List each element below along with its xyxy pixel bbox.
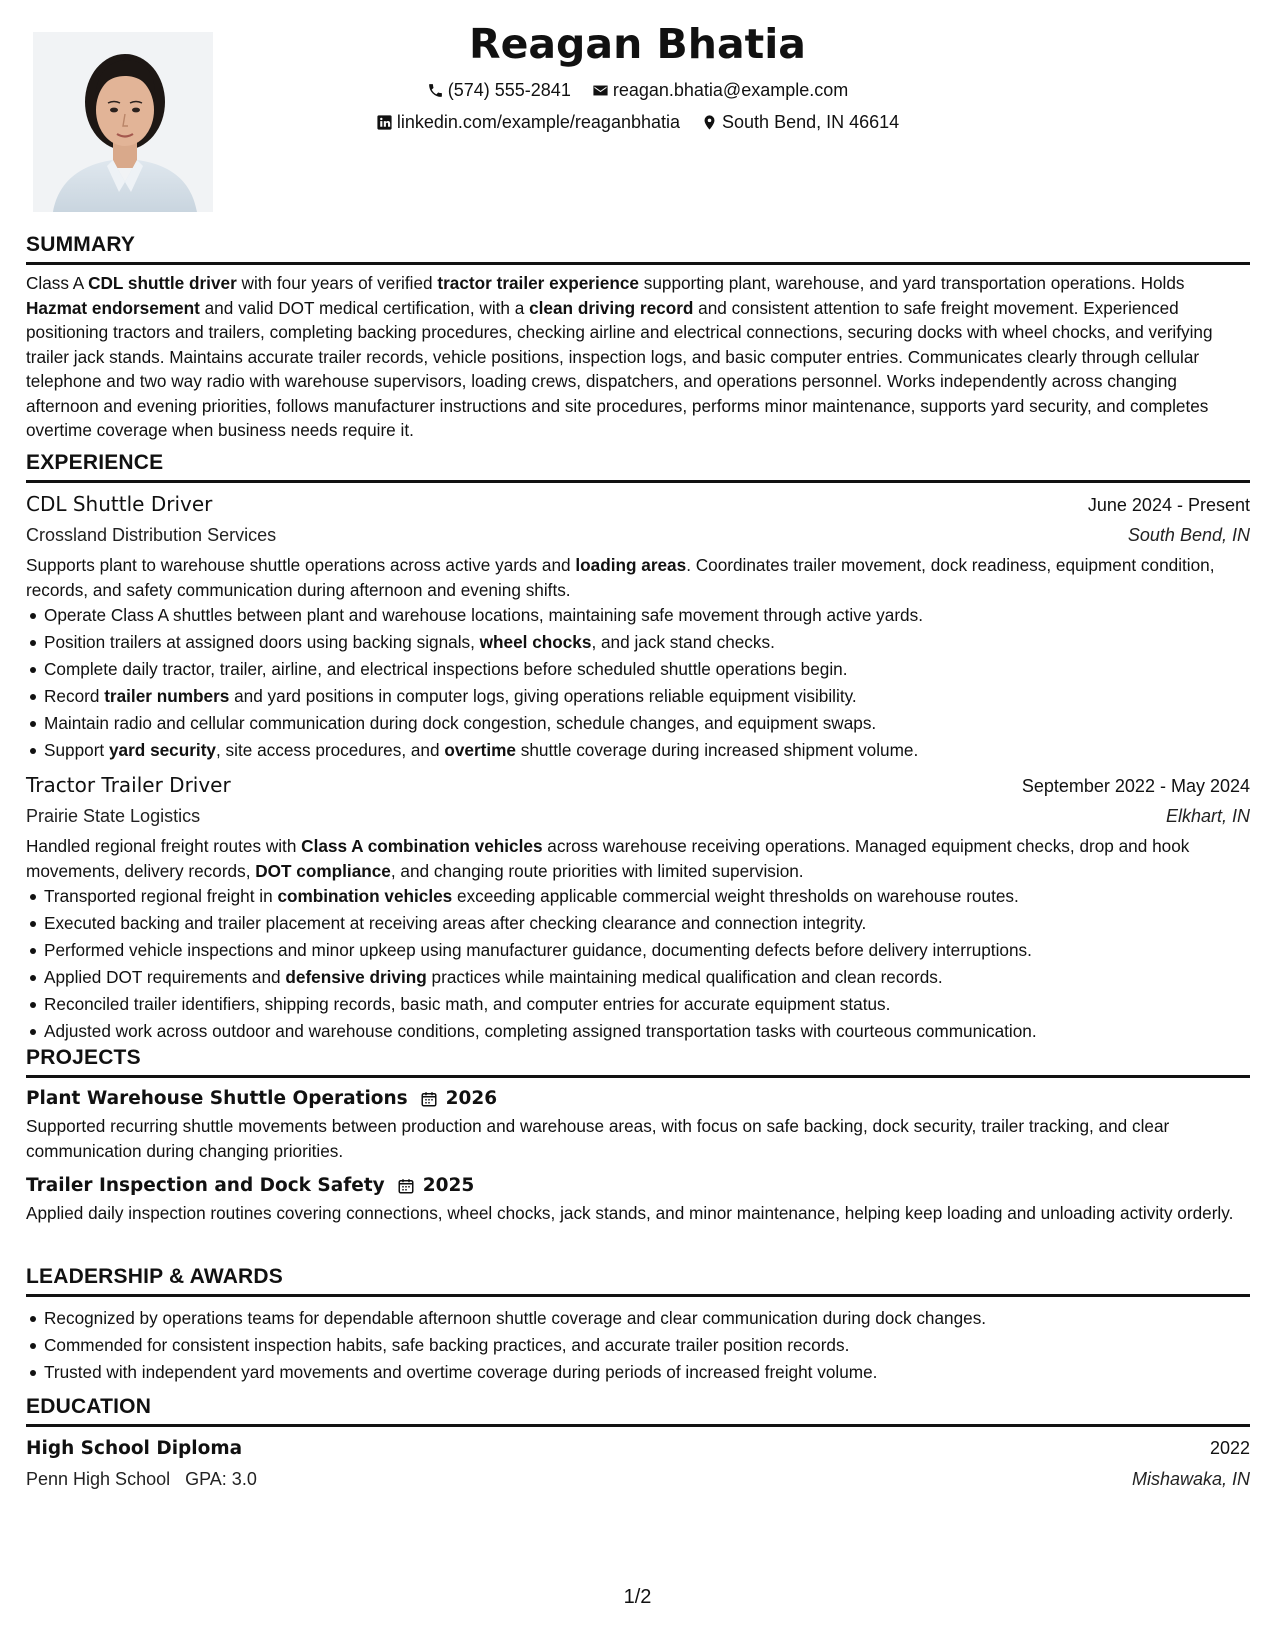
emphasis-text: tractor trailer experience — [437, 273, 639, 293]
summary-section — [26, 232, 1250, 443]
degree: High School Diploma — [26, 1438, 243, 1459]
text-run: and yard positions in computer logs, giving operations reliable equipment visibility. — [229, 686, 857, 706]
text-run: , site access procedures, and — [216, 740, 445, 760]
job-entry — [26, 770, 1250, 1045]
section-title: SUMMARY — [26, 232, 1250, 265]
envelope-icon — [592, 82, 609, 99]
summary-text — [26, 271, 1250, 443]
project-description: Supported recurring shuttle movements between production and warehouse areas, with focus on safe backing, dock security, trailer tracking, and clear communication during changing priorities. — [26, 1116, 1170, 1161]
text-run: Class A — [26, 273, 89, 293]
text-run: Executed backing and trailer placement at receiving areas after checking clearance and connection integrity. — [44, 913, 867, 933]
text-run: and valid DOT medical certification, with a — [199, 297, 530, 318]
section-title: EDUCATION — [26, 1394, 1250, 1427]
section-title: LEADERSHIP & AWARDS — [26, 1264, 1250, 1297]
education-subheader — [26, 1464, 1250, 1494]
leadership-section — [26, 1264, 1250, 1386]
contact-phone[interactable] — [427, 80, 571, 101]
gpa: GPA: 3.0 — [185, 1469, 257, 1489]
education-section — [26, 1394, 1250, 1494]
list-item — [44, 710, 1250, 737]
text-run: Supports plant to warehouse shuttle operations across active yards and — [26, 555, 576, 575]
project-header — [26, 1084, 1250, 1114]
list-item — [44, 737, 1250, 764]
text-run: , and jack stand checks. — [591, 632, 775, 652]
job-subheader — [26, 520, 1250, 550]
school-line — [26, 1464, 257, 1494]
list-item: Commended for consistent inspection habits, safe backing practices, and accurate trailer position records. — [44, 1332, 1250, 1359]
section-title: PROJECTS — [26, 1045, 1250, 1078]
text-run: supporting plant, warehouse, and yard transportation operations. Holds — [638, 273, 1185, 293]
emphasis-text: Class A combination vehicles — [301, 836, 543, 856]
calendar-icon — [397, 1177, 415, 1195]
text-run: with four years of verified — [236, 273, 438, 293]
job-title: Tractor Trailer Driver — [26, 773, 231, 797]
text-run: Support — [44, 740, 109, 760]
company-name: Prairie State Logistics — [26, 806, 201, 826]
text-run: Performed vehicle inspections and minor upkeep using manufacturer guidance, documenting defects before delivery interruptions. — [44, 940, 1032, 960]
phone-icon — [427, 82, 444, 99]
text-run: shuttle coverage during increased shipment volume. — [516, 740, 919, 760]
linkedin-icon — [376, 114, 393, 131]
map-pin-icon — [701, 114, 718, 131]
text-run: and consistent attention to safe freight movement. Experienced positioning tractors and trailers, completing backing procedures, checking airline and electrical connections, securing docks with wheel chocks, and verifying trailer jack stands. Maintains accurate trailer records, vehicle positions, inspection logs, and basic computer entries. Communicates clearly through cellular telephone and two way radio with warehouse supervisors, loading crews, dispatchers, and operations personnel. Works independently across changing afternoon and evening priorities, follows manufacturer instructions and site procedures, performs minor maintenance, supports yard security, and completes overtime coverage when business needs require it. — [26, 297, 1213, 440]
text-run: Operate Class A shuttles between plant and warehouse locations, maintaining safe movement through active yards. — [44, 605, 923, 625]
emphasis-text: wheel chocks — [479, 632, 592, 652]
project-entry — [26, 1084, 1250, 1163]
job-header — [26, 489, 1250, 520]
emphasis-text: loading areas — [575, 555, 687, 575]
list-item: Recognized by operations teams for dependable afternoon shuttle coverage and clear communication during dock changes. — [44, 1305, 1250, 1332]
text-run: Applied DOT requirements and — [44, 967, 286, 987]
emphasis-text: Hazmat endorsement — [26, 297, 200, 318]
job-location: South Bend, IN — [1127, 525, 1250, 545]
projects-section — [26, 1045, 1250, 1226]
job-date: September 2022 - May 2024 — [1021, 776, 1250, 796]
job-subheader — [26, 801, 1250, 831]
list-item — [44, 683, 1250, 710]
text-run: Position trailers at assigned doors using backing signals, — [44, 632, 480, 652]
text-run: Maintain radio and cellular communication during dock congestion, schedule changes, and equipment swaps. — [44, 713, 877, 733]
job-summary — [26, 553, 1250, 602]
emphasis-text: CDL shuttle driver — [88, 273, 237, 293]
contact-location — [701, 112, 899, 133]
project-name: Plant Warehouse Shuttle Operations — [26, 1088, 408, 1109]
email-text: reagan.bhatia@example.com — [612, 80, 849, 100]
emphasis-text: defensive driving — [285, 967, 427, 987]
education-location: Mishawaka, IN — [1131, 1469, 1250, 1489]
job-header — [26, 770, 1250, 801]
emphasis-text: clean driving record — [529, 297, 694, 318]
text-run: Record — [44, 686, 105, 706]
leadership-bullets — [26, 1305, 1250, 1386]
text-run: . Coordinates trailer movement, dock readiness, equipment condition, records, and safety communication during afternoon and evening shifts. — [26, 555, 1215, 600]
company-name: Crossland Distribution Services — [26, 525, 277, 545]
job-entry — [26, 489, 1250, 764]
emphasis-text: yard security — [108, 740, 216, 760]
list-item — [44, 910, 1250, 937]
list-item — [44, 883, 1250, 910]
job-date: June 2024 - Present — [1087, 495, 1250, 515]
text-run: , and changing route priorities with limited supervision. — [390, 860, 804, 881]
job-summary — [26, 834, 1250, 883]
calendar-icon — [420, 1090, 438, 1108]
contact-linkedin[interactable] — [376, 112, 680, 133]
text-run: exceeding applicable commercial weight thresholds on warehouse routes. — [452, 886, 1019, 906]
section-title: EXPERIENCE — [26, 450, 1250, 483]
list-item — [44, 656, 1250, 683]
text-run: Transported regional freight in — [44, 886, 278, 906]
text-run: across warehouse receiving operations. Managed equipment checks, drop and hook movements, delivery records, — [26, 836, 1190, 881]
project-entry — [26, 1171, 1250, 1226]
list-item — [44, 991, 1250, 1018]
emphasis-text: overtime — [444, 740, 516, 760]
page-number: 1/2 — [623, 1586, 652, 1608]
text-run: Adjusted work across outdoor and warehouse conditions, completing assigned transportation tasks with courteous communication. — [44, 1021, 1037, 1041]
text-run: Handled regional freight routes with — [26, 836, 302, 856]
list-item: Trusted with independent yard movements and overtime coverage during periods of increased freight volume. — [44, 1359, 1250, 1386]
education-header — [26, 1433, 1250, 1464]
job-bullets — [26, 883, 1250, 1045]
phone-text: (574) 555-2841 — [447, 80, 571, 100]
location-text: South Bend, IN 46614 — [722, 112, 900, 132]
contact-line-2 — [0, 112, 1275, 136]
list-item — [44, 629, 1250, 656]
list-item — [44, 1018, 1250, 1045]
emphasis-text: trailer numbers — [104, 686, 230, 706]
project-year: 2026 — [445, 1088, 498, 1109]
text-run: practices while maintaining medical qualification and clean records. — [426, 967, 943, 987]
project-description: Applied daily inspection routines covering connections, wheel chocks, jack stands, and minor maintenance, helping keep loading and unloading activity orderly. — [26, 1203, 1234, 1223]
linkedin-text: linkedin.com/example/reaganbhatia — [396, 112, 681, 132]
emphasis-text: DOT compliance — [255, 860, 391, 881]
candidate-name: Reagan Bhatia — [469, 20, 806, 68]
school-name: Penn High School — [26, 1469, 171, 1489]
list-item — [44, 937, 1250, 964]
text-run: Complete daily tractor, trailer, airline, and electrical inspections before scheduled shuttle operations begin. — [44, 659, 848, 679]
job-location: Elkhart, IN — [1165, 806, 1250, 826]
project-name: Trailer Inspection and Dock Safety — [26, 1175, 385, 1196]
list-item — [44, 602, 1250, 629]
job-title: CDL Shuttle Driver — [26, 492, 213, 516]
job-bullets — [26, 602, 1250, 764]
project-header — [26, 1171, 1250, 1201]
education-year: 2022 — [1209, 1438, 1250, 1458]
list-item — [44, 964, 1250, 991]
contact-email[interactable] — [592, 80, 848, 101]
project-year: 2025 — [422, 1175, 475, 1196]
emphasis-text: combination vehicles — [277, 886, 453, 906]
experience-section — [26, 450, 1250, 1045]
contact-line-1 — [0, 80, 1275, 104]
text-run: Reconciled trailer identifiers, shipping records, basic math, and computer entries for accurate equipment status. — [44, 994, 891, 1014]
